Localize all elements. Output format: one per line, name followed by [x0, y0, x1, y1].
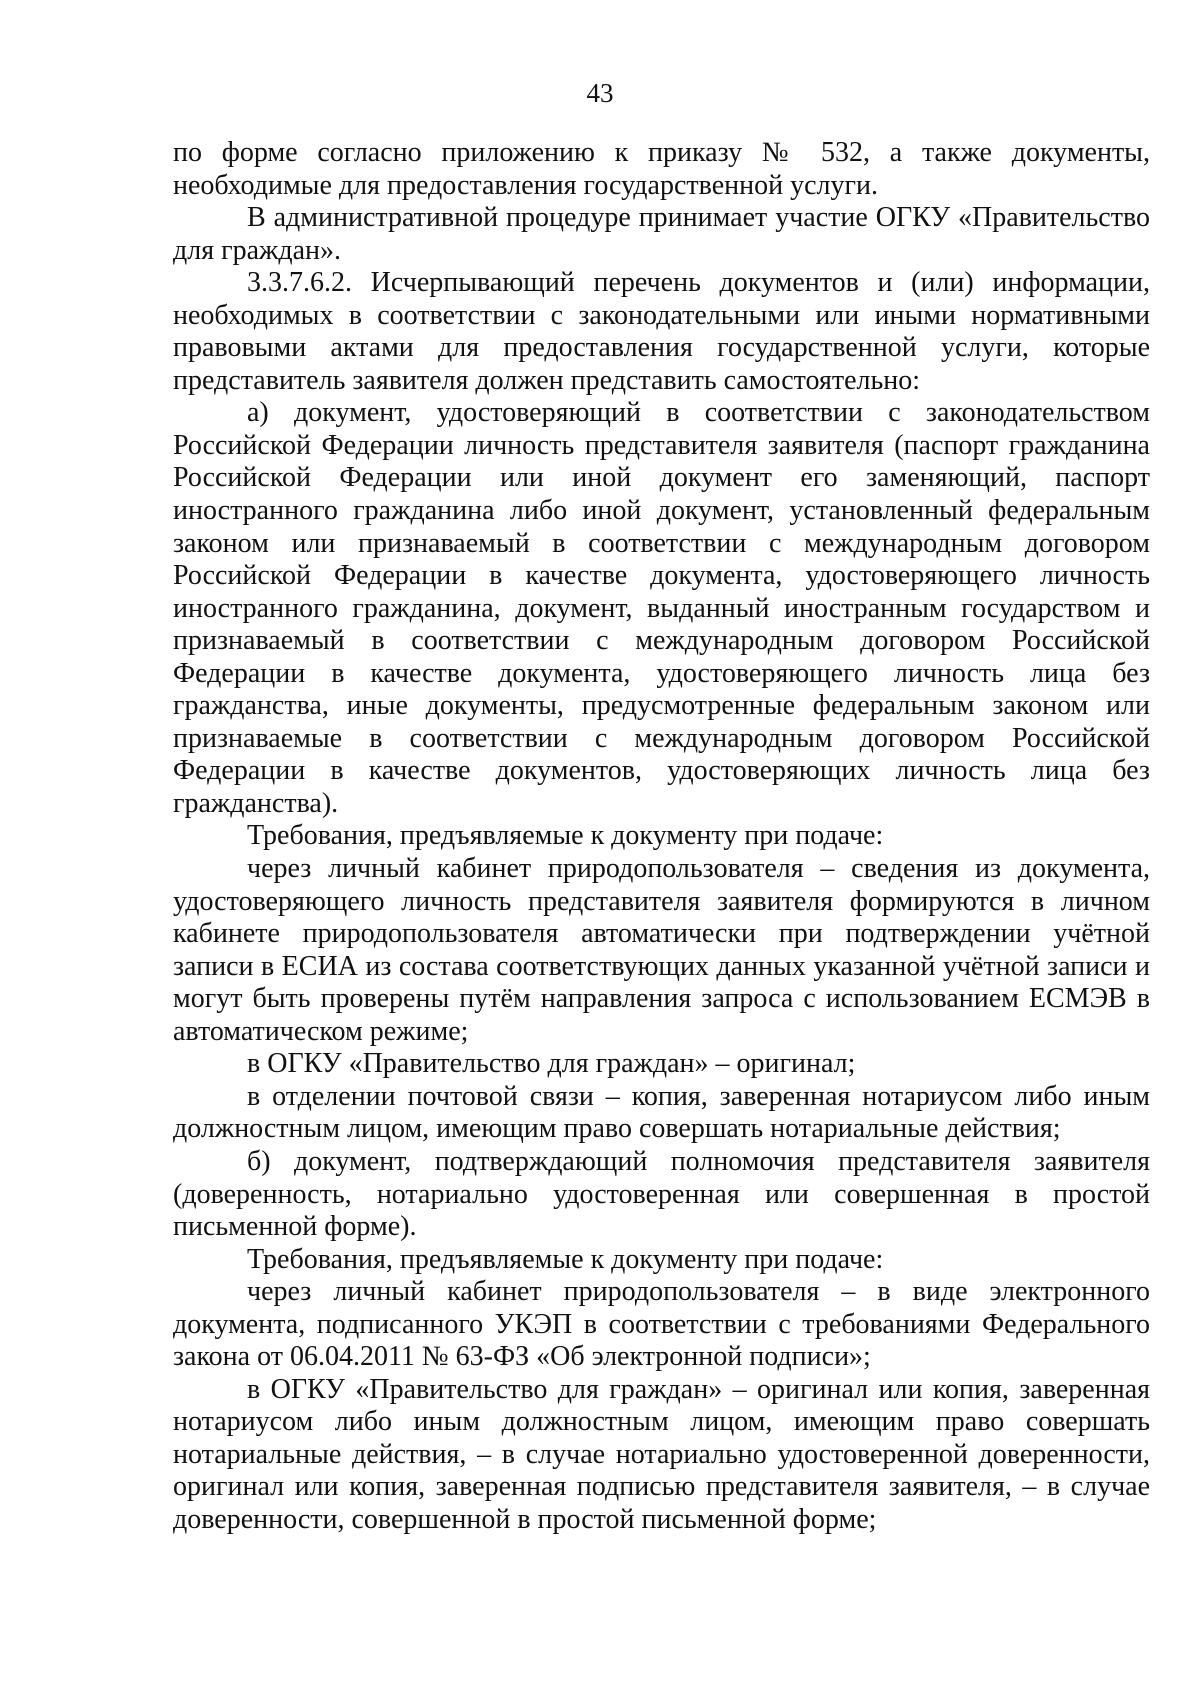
- paragraph-procedure-participant: В административной процедуре принимает участие ОГКУ «Правительство для граждан».: [173, 202, 1150, 266]
- paragraph-via-ogku-original: в ОГКУ «Правительство для граждан» – оригинал;: [247, 1048, 856, 1080]
- document-body: [173, 137, 1150, 1537]
- paragraph-section-3-3-7-6-2: 3.3.7.6.2. Исчерпывающий перечень документов и (или) информации, необходимых в соответствии с законодательными или иными нормативными правовыми актами для предоставления государственной услуги, которые представитель заявителя должен представить самостоятельно:: [173, 267, 1150, 396]
- paragraph-via-personal-account: через личный кабинет природопользователя – сведения из документа, удостоверяющего личность представителя заявителя формируются в личном кабинете природопользователя автоматически при подтверждении учётной записи в ЕСИА из состава соответствующих данных указанной учётной записи и могут быть проверены путём направления запроса с использованием ЕСМЭВ в автоматическом режиме;: [173, 853, 1150, 1047]
- paragraph-requirements-heading: Требования, предъявляемые к документу при подаче:: [247, 820, 884, 852]
- paragraph-item-b-power-of-attorney: б) документ, подтверждающий полномочия представителя заявителя (доверенность, нотариально удостоверенная или совершенная в простой письменной форме).: [173, 1145, 1150, 1243]
- paragraph-item-a-identity-document: а) документ, удостоверяющий в соответствии с законодательством Российской Федерации личность представителя заявителя (паспорт гражданина Российской Федерации или иной документ его заменяющий, паспорт иностранного гражданина либо иной документ, установленный федеральным законом или признаваемый в соответствии с международным договором Российской Федерации в качестве документа, удостоверяющего личность иностранного гражданина, документ, выданный иностранным государством и признаваемый в соответствии с международным договором Российской Федерации в качестве документа, удостоверяющего личность лица без гражданства, иные документы, предусмотренные федеральным законом или признаваемые в соответствии с международным договором Российской Федерации в качестве документов, удостоверяющих личность лица без гражданства).: [173, 397, 1150, 819]
- page-number: 43: [586, 78, 614, 108]
- paragraph-via-personal-account-2: через личный кабинет природопользователя – в виде электронного документа, подписанного УКЭП в соответствии с требованиями Федерального закона от 06.04.2011 № 63-ФЗ «Об электронной подписи»;: [173, 1276, 1150, 1373]
- paragraph-requirements-heading-2: Требования, предъявляемые к документу при подаче:: [247, 1243, 884, 1275]
- paragraph-via-post-office: в отделении почтовой связи – копия, заверенная нотариусом либо иным должностным лицом, имеющим право совершать нотариальные действия;: [173, 1080, 1150, 1145]
- paragraph-form-continuation: по форме согласно приложению к приказу № 532, а также документы, необходимые для предоставления государственной услуги.: [173, 137, 1150, 201]
- paragraph-via-ogku-original-or-copy: в ОГКУ «Правительство для граждан» – оригинал или копия, заверенная нотариусом либо иным должностным лицом, имеющим право совершать нотариальные действия, – в случае нотариально удостоверенной доверенности, оригинал или копия, заверенная подписью представителя заявителя, – в случае доверенности, совершенной в простой письменной форме;: [173, 1373, 1150, 1535]
